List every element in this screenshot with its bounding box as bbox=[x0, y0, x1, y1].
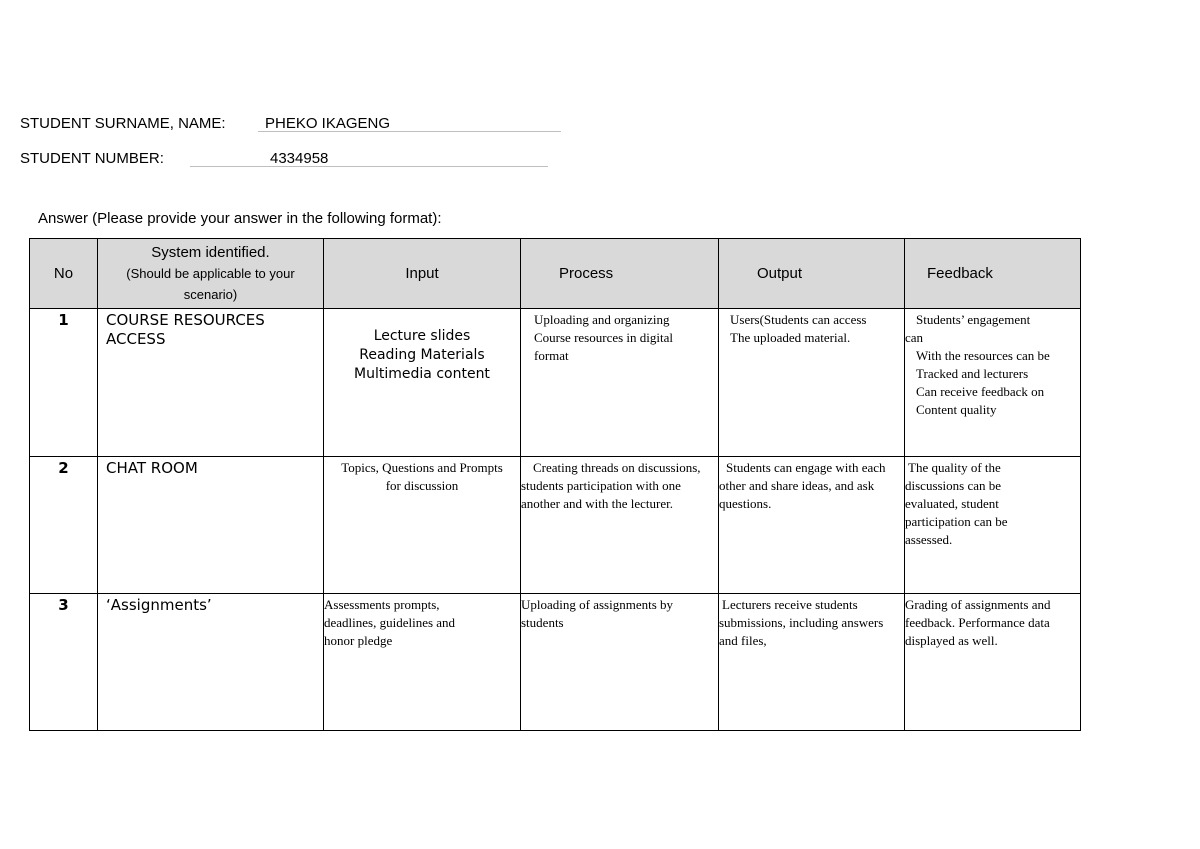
row-input bbox=[324, 309, 521, 457]
input-line: Reading Materials bbox=[359, 347, 485, 363]
output-line: Users(Students can access bbox=[730, 312, 867, 327]
student-number-label: STUDENT NUMBER: bbox=[20, 150, 164, 167]
process-line: Uploading and organizing bbox=[534, 312, 670, 327]
table-row bbox=[30, 594, 1081, 731]
row-process: Uploading of assignments by students bbox=[521, 594, 719, 731]
process-line: format bbox=[534, 348, 569, 363]
header-no: No bbox=[30, 239, 98, 309]
row-feedback: The quality of the discussions can be evaluated, student participation can be assessed. bbox=[905, 457, 1081, 594]
output-line: The uploaded material. bbox=[730, 330, 851, 345]
input-line: Multimedia content bbox=[354, 366, 490, 382]
row-process bbox=[521, 309, 719, 457]
process-line: Course resources in digital bbox=[534, 330, 673, 345]
feedback-line: Tracked and lecturers bbox=[916, 366, 1029, 381]
feedback-line: Content quality bbox=[916, 402, 997, 417]
header-feedback: Feedback bbox=[905, 239, 1081, 309]
row-output bbox=[719, 309, 905, 457]
row-feedback: Grading of assignments and feedback. Performance data displayed as well. bbox=[905, 594, 1081, 731]
row-feedback bbox=[905, 309, 1081, 457]
row-system: CHAT ROOM bbox=[98, 457, 324, 594]
row-output: Students can engage with each other and share ideas, and ask questions. bbox=[719, 457, 905, 594]
feedback-line: Can receive feedback on bbox=[916, 384, 1045, 399]
header-input: Input bbox=[324, 239, 521, 309]
header-system bbox=[98, 239, 324, 309]
header-system-note: (Should be applicable to your scenario) bbox=[126, 265, 295, 302]
student-name-underline bbox=[258, 131, 561, 132]
student-number-value: 4334958 bbox=[270, 150, 329, 167]
student-name-value: PHEKO IKAGENG bbox=[265, 115, 391, 132]
answer-prompt: Answer (Please provide your answer in the following format): bbox=[38, 210, 442, 227]
table-row bbox=[30, 309, 1081, 457]
student-name-line bbox=[20, 115, 391, 132]
row-process: Creating threads on discussions, students participation with one another and with the lecturer. bbox=[521, 457, 719, 594]
student-number-underline bbox=[190, 166, 548, 167]
feedback-line: Students’ engagement bbox=[916, 312, 1031, 327]
input-line: Lecture slides bbox=[373, 328, 471, 344]
row-no: 1 bbox=[30, 309, 98, 457]
systems-table bbox=[29, 238, 1081, 731]
header-process: Process bbox=[521, 239, 719, 309]
row-input: Assessments prompts, deadlines, guidelines and honor pledge bbox=[324, 594, 521, 731]
row-no: 2 bbox=[30, 457, 98, 594]
row-no: 3 bbox=[30, 594, 98, 731]
header-system-title: System identified. bbox=[151, 243, 270, 261]
row-output: Lecturers receive students submissions, including answers and files, bbox=[719, 594, 905, 731]
table-header-row bbox=[30, 239, 1081, 309]
header-output: Output bbox=[719, 239, 905, 309]
row-input: Topics, Questions and Prompts for discussion bbox=[324, 457, 521, 594]
row-system: ‘Assignments’ bbox=[98, 594, 324, 731]
table-row bbox=[30, 457, 1081, 594]
student-name-label: STUDENT SURNAME, NAME: bbox=[20, 115, 226, 132]
feedback-line: can bbox=[905, 330, 924, 345]
row-system: COURSE RESOURCES ACCESS bbox=[98, 309, 324, 457]
student-number-line bbox=[20, 150, 329, 167]
feedback-line: With the resources can be bbox=[916, 348, 1050, 363]
